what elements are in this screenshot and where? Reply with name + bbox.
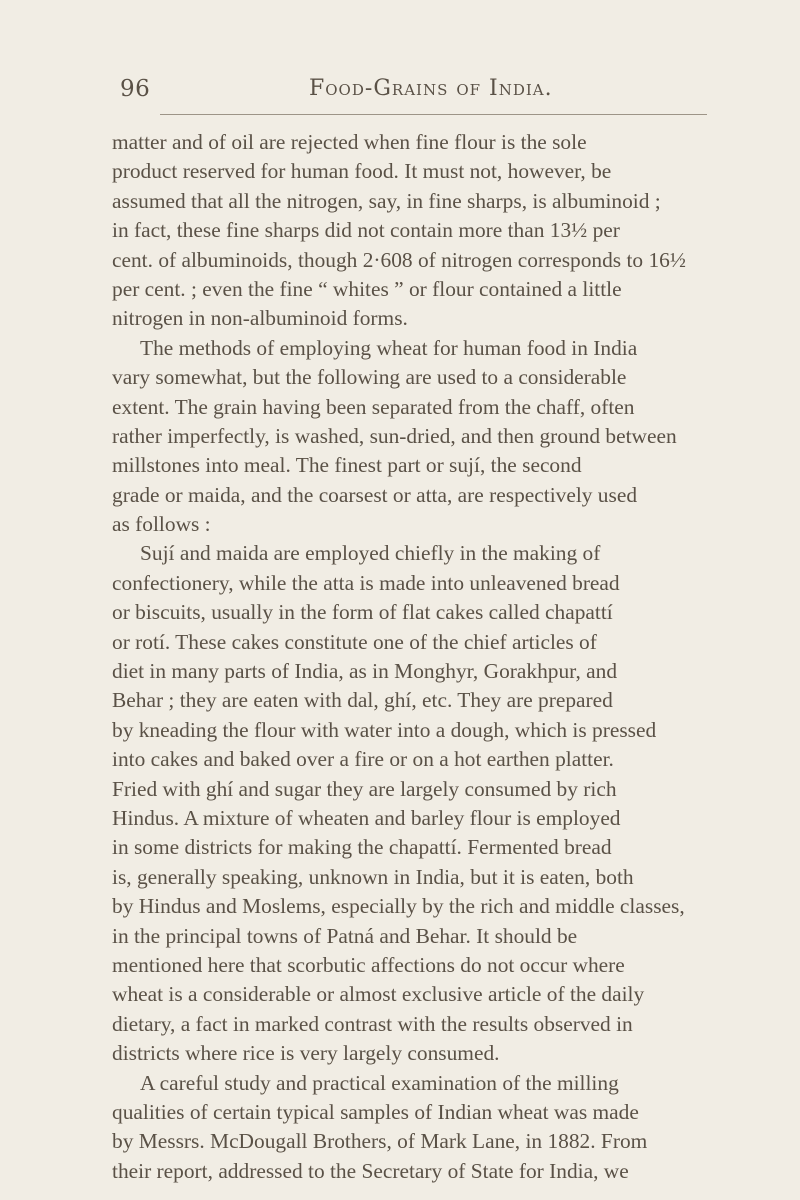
text-line: dietary, a fact in marked contrast with the results observed in	[112, 1011, 633, 1036]
text-line: in some districts for making the chapattí. Fermented bread	[112, 835, 612, 860]
text-line: Fried with ghí and sugar they are largely consumed by rich	[112, 776, 617, 801]
text-line: into cakes and baked over a fire or on a hot earthen platter.	[112, 747, 614, 772]
text-line: rather imperfectly, is washed, sun-dried, and then ground between	[112, 423, 677, 448]
page-header	[0, 76, 800, 116]
text-line: mentioned here that scorbutic affections do not occur where	[112, 952, 625, 977]
text-line: diet in many parts of India, as in Monghyr, Gorakhpur, and	[112, 659, 618, 684]
text-line: as follows :	[112, 512, 211, 537]
text-line: by Hindus and Moslems, especially by the rich and middle classes,	[112, 894, 685, 919]
text-line: The methods of employing wheat for human food in India	[140, 335, 638, 360]
text-line: wheat is a considerable or almost exclusive article of the daily	[112, 982, 645, 1007]
text-line: A careful study and practical examination of the milling	[140, 1070, 619, 1095]
text-line: per cent. ; even the fine “ whites ” or flour contained a little	[112, 276, 622, 301]
text-line: grade or maida, and the coarsest or atta, are respectively used	[112, 482, 638, 507]
page-number: 96	[120, 76, 151, 102]
text-line: is, generally speaking, unknown in India, but it is eaten, both	[112, 864, 634, 889]
text-line: Hindus. A mixture of wheaten and barley flour is employed	[112, 805, 621, 830]
text-line: districts where rice is very largely consumed.	[112, 1041, 500, 1066]
text-line: or rotí. These cakes constitute one of the chief articles of	[112, 629, 597, 654]
text-line: product reserved for human food. It must not, however, be	[112, 159, 612, 184]
text-line: vary somewhat, but the following are used to a considerable	[112, 365, 627, 390]
text-line: by kneading the flour with water into a dough, which is pressed	[112, 717, 657, 742]
text-line: in fact, these fine sharps did not contain more than 13½ per	[112, 218, 620, 243]
running-title: Food-Grains of India.	[309, 76, 553, 101]
text-line: by Messrs. McDougall Brothers, of Mark Lane, in 1882. From	[112, 1129, 648, 1154]
body-text	[112, 128, 724, 1186]
text-line: confectionery, while the atta is made into unleavened bread	[112, 570, 620, 595]
text-line: cent. of albuminoids, though 2·608 of nitrogen corresponds to 16½	[112, 247, 686, 272]
header-rule	[160, 114, 707, 115]
text-line: their report, addressed to the Secretary of State for India, we	[112, 1158, 629, 1183]
text-line: or biscuits, usually in the form of flat cakes called chapattí	[112, 600, 613, 625]
text-line: extent. The grain having been separated from the chaff, often	[112, 394, 635, 419]
text-line: assumed that all the nitrogen, say, in fine sharps, is albuminoid ;	[112, 188, 661, 213]
text-line: qualities of certain typical samples of Indian wheat was made	[112, 1099, 639, 1124]
text-line: nitrogen in non-albuminoid forms.	[112, 306, 408, 331]
text-line: Sují and maida are employed chiefly in the making of	[140, 541, 601, 566]
text-line: millstones into meal. The finest part or sují, the second	[112, 453, 582, 478]
text-line: in the principal towns of Patná and Behar. It should be	[112, 923, 578, 948]
text-line: Behar ; they are eaten with dal, ghí, etc. They are prepared	[112, 688, 613, 713]
text-line: matter and of oil are rejected when fine flour is the sole	[112, 130, 587, 154]
